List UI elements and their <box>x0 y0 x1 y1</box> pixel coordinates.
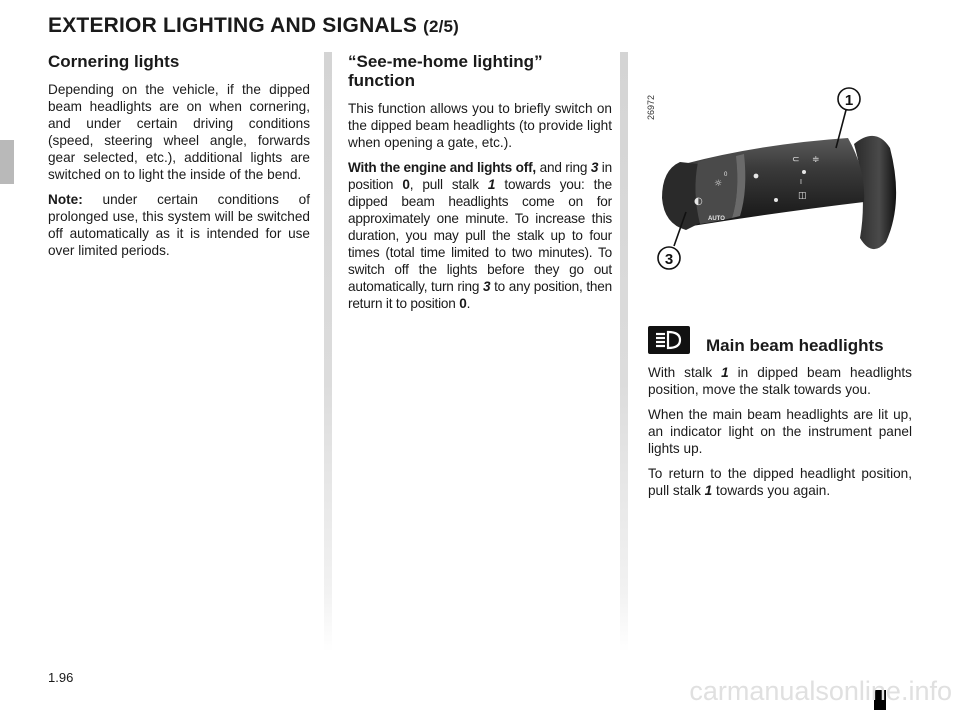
note-label: Note: <box>48 192 83 207</box>
ring-symbol-fog-front: ⊂ <box>792 155 800 165</box>
main-beam-headlight-icon <box>648 326 690 354</box>
ring-symbol-sidelight: ☼ <box>714 179 723 189</box>
main-beam-text-2: When the main beam headlights are lit up, an indicator light on the instrument panel lights up. <box>648 407 912 456</box>
watermark: carmanualsonline.info <box>689 676 952 706</box>
instructions-text: , pull stalk <box>409 177 488 192</box>
cornering-lights-section <box>48 52 310 267</box>
ring-symbol-fog: ◫ <box>798 191 807 201</box>
instructions-text: in position <box>348 160 612 192</box>
ring-label-auto: AUTO <box>708 216 725 222</box>
lighting-stalk-illustration <box>640 52 912 298</box>
stalk-ref: 1 <box>487 177 496 192</box>
see-me-home-section <box>348 52 612 320</box>
instructions-text: . <box>466 296 471 311</box>
main-beam-text-1 <box>648 364 912 398</box>
main-beam-text: With stalk <box>648 365 722 380</box>
callout-label-1: 1 <box>844 92 854 109</box>
figure-number: 26972 <box>646 94 656 120</box>
stalk-ref: 1 <box>704 483 713 498</box>
main-beam-text: in dipped beam headlights position, move the stalk towards you. <box>648 365 912 397</box>
cornering-lights-note <box>48 191 310 259</box>
ring-label-one: I <box>800 179 802 186</box>
main-beam-text: To return to the dipped headlight position, pull stalk <box>648 466 912 498</box>
note-text: under certain conditions of prolonged use, this system will be switched off automatically as it is intended for use over limited periods. <box>48 192 310 258</box>
section-tab <box>0 140 14 184</box>
ring-symbol-headlight: ◐ <box>694 196 703 207</box>
instructions-text: to any position, then return it to position <box>348 279 612 311</box>
main-beam-text-3 <box>648 465 912 499</box>
instructions-text: towards you: the dipped beam headlights come on for approximately one minute. To increase this duration, you may pull the stalk up to four times (total time limited to two minutes). To switch off the lights before they go out automatically, turn ring <box>348 177 612 294</box>
column-divider-right <box>620 52 628 652</box>
position-ref: 0 <box>459 296 467 311</box>
main-beam-section <box>648 364 912 507</box>
lighting-stalk-figure <box>640 52 912 298</box>
see-me-home-instructions <box>348 159 612 312</box>
page-title: EXTERIOR LIGHTING AND SIGNALS (2/5) <box>48 14 460 37</box>
instructions-text: and ring <box>535 160 591 175</box>
callout-label-3: 3 <box>664 251 674 268</box>
ring-ref: 3 <box>590 160 599 175</box>
instructions-lead: With the engine and lights off, <box>348 160 536 175</box>
ring-symbol-fog-rear: ≑ <box>812 155 820 165</box>
position-ref: 0 <box>402 177 410 192</box>
cornering-lights-heading: Cornering lights <box>48 52 180 71</box>
stalk-ref: 1 <box>721 365 729 380</box>
page-title-part: (2/5) <box>423 17 460 36</box>
cornering-lights-text: Depending on the vehicle, if the dipped beam headlights are on when cornering, and under certain driving conditions (speed, steering wheel angle, forwards gear selected, etc.), additional lights are switched on to light the inside of the bend. <box>48 82 310 182</box>
see-me-home-intro: This function allows you to briefly switch on the dipped beam headlights (to provide light when opening a gate, etc.). <box>348 101 612 150</box>
see-me-home-heading: “See-me-home lighting” function <box>348 52 543 90</box>
main-beam-heading: Main beam headlights <box>706 336 884 355</box>
ring-label-zero: 0 <box>724 172 728 178</box>
ring-ref: 3 <box>482 279 491 294</box>
page-number: 1.96 <box>48 670 74 685</box>
column-divider-left <box>324 52 332 652</box>
main-beam-text: towards you again. <box>712 483 831 498</box>
